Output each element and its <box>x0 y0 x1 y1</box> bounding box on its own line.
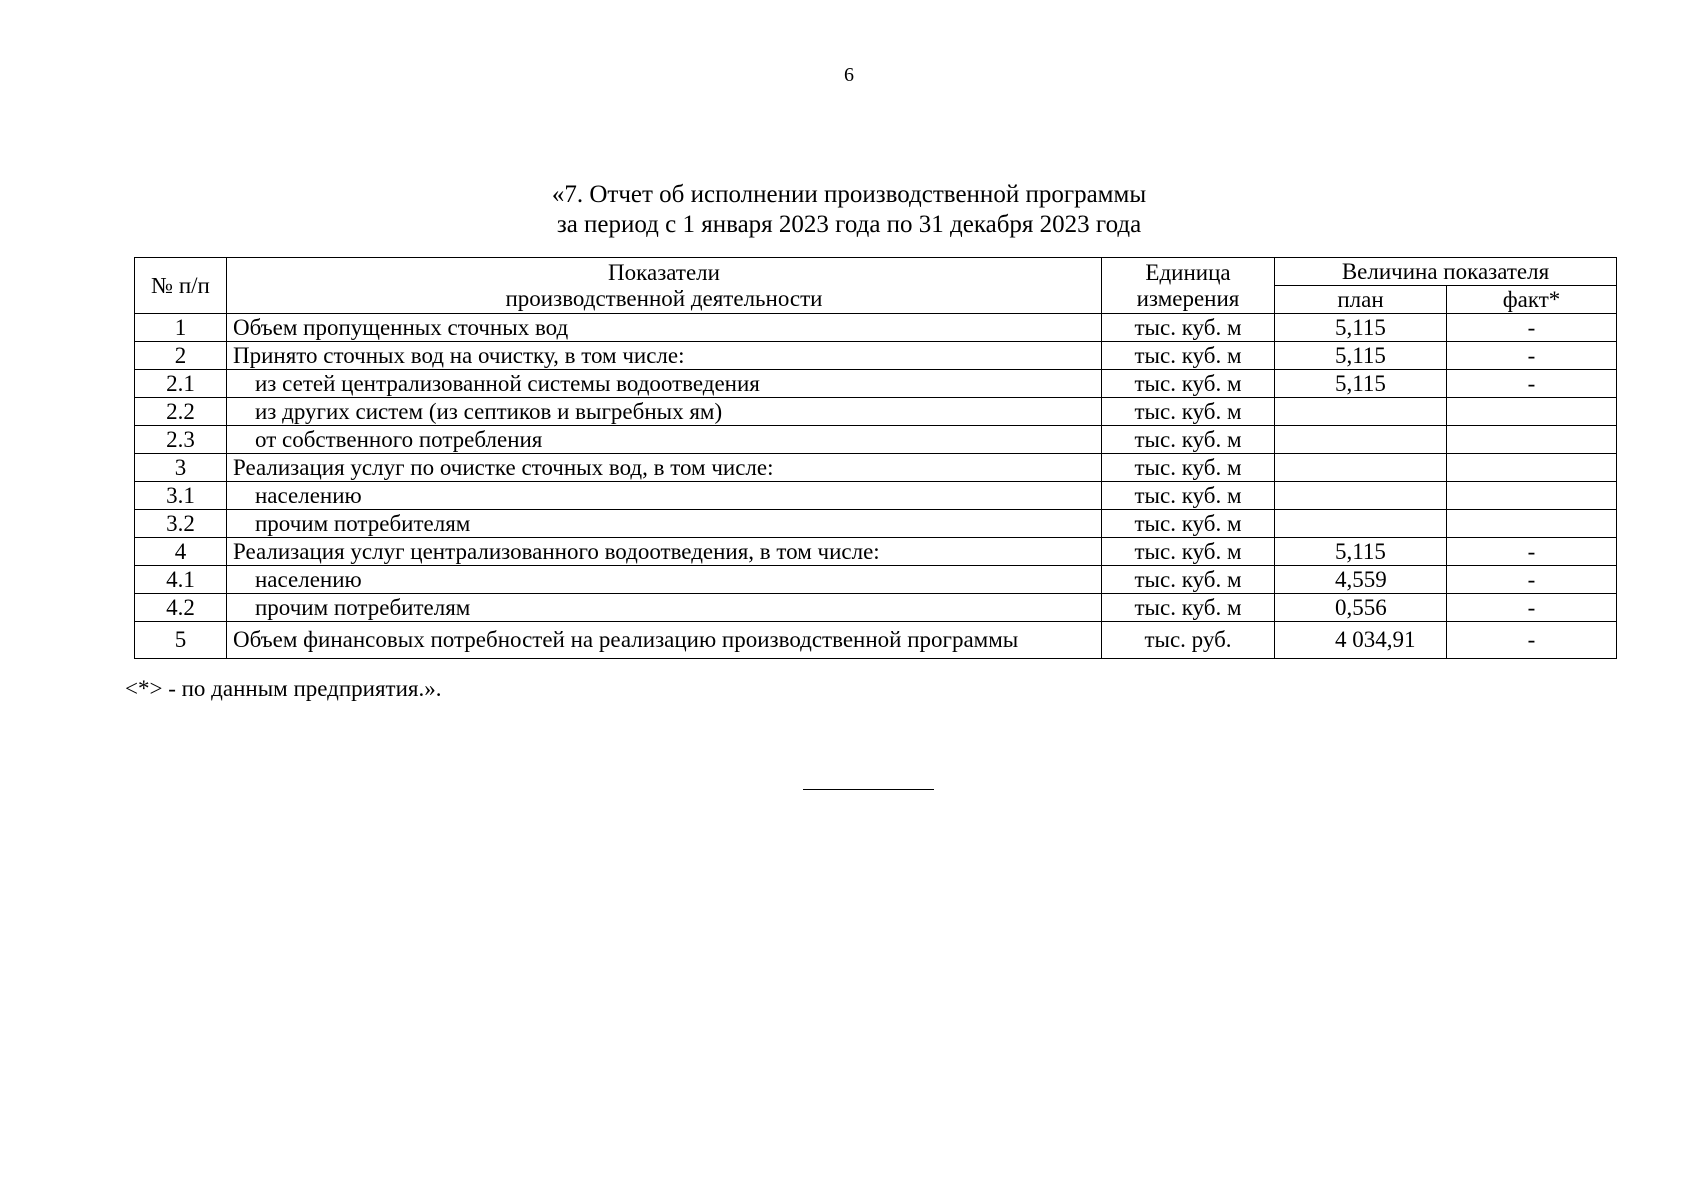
row-plan-value <box>1275 454 1447 482</box>
row-fact-value <box>1447 482 1617 510</box>
row-fact-value <box>1447 398 1617 426</box>
row-fact-value: - <box>1447 594 1617 622</box>
header-num: № п/п <box>135 258 227 314</box>
table-row <box>135 454 1617 482</box>
row-fact-value: - <box>1447 342 1617 370</box>
row-number: 4.2 <box>135 594 227 622</box>
row-fact-value: - <box>1447 622 1617 659</box>
row-indicator: Реализация услуг по очистке сточных вод, в том числе: <box>227 454 1102 482</box>
title-line-1: «7. Отчет об исполнении производственной программы <box>551 181 1147 208</box>
row-fact-value <box>1447 510 1617 538</box>
table-body <box>135 314 1617 659</box>
row-unit: тыс. куб. м <box>1102 566 1275 594</box>
table-row <box>135 370 1617 398</box>
row-number: 2 <box>135 342 227 370</box>
table-row <box>135 622 1617 659</box>
table-row <box>135 566 1617 594</box>
row-fact-value: - <box>1447 370 1617 398</box>
row-indicator: Объем пропущенных сточных вод <box>227 314 1102 342</box>
row-indicator: из сетей централизованной системы водоотведения <box>227 370 1102 398</box>
row-indicator: прочим потребителям <box>227 594 1102 622</box>
row-plan-value <box>1275 482 1447 510</box>
row-plan-value <box>1275 426 1447 454</box>
row-unit: тыс. куб. м <box>1102 454 1275 482</box>
row-number: 5 <box>135 622 227 659</box>
table-row <box>135 398 1617 426</box>
row-plan-value: 5,115 <box>1275 370 1447 398</box>
footnote: <*> - по данным предприятия.». <box>125 676 442 701</box>
row-number: 2.3 <box>135 426 227 454</box>
row-unit: тыс. куб. м <box>1102 314 1275 342</box>
row-number: 2.2 <box>135 398 227 426</box>
header-indicators-line-2: производственной деятельности <box>505 285 823 311</box>
table-row <box>135 426 1617 454</box>
row-fact-value: - <box>1447 566 1617 594</box>
production-program-table <box>134 257 1617 659</box>
row-unit: тыс. куб. м <box>1102 482 1275 510</box>
title-line-2: за период с 1 января 2023 года по 31 декабря 2023 года <box>556 211 1142 238</box>
row-fact-value <box>1447 426 1617 454</box>
row-number: 3.2 <box>135 510 227 538</box>
report-title <box>0 180 1698 240</box>
row-indicator: Объем финансовых потребностей на реализацию производственной программы <box>227 622 1102 659</box>
row-plan-value: 5,115 <box>1275 538 1447 566</box>
end-divider-line <box>803 789 934 790</box>
row-plan-value <box>1275 398 1447 426</box>
row-fact-value: - <box>1447 538 1617 566</box>
header-indicators-line-1: Показатели <box>608 259 720 285</box>
row-indicator: от собственного потребления <box>227 426 1102 454</box>
row-unit: тыс. куб. м <box>1102 398 1275 426</box>
row-plan-value: 4,559 <box>1275 566 1447 594</box>
row-indicator: прочим потребителям <box>227 510 1102 538</box>
row-fact-value <box>1447 454 1617 482</box>
row-plan-value: 5,115 <box>1275 314 1447 342</box>
row-plan-value: 5,115 <box>1275 342 1447 370</box>
table-row <box>135 538 1617 566</box>
row-number: 2.1 <box>135 370 227 398</box>
row-unit: тыс. куб. м <box>1102 538 1275 566</box>
row-plan-value <box>1275 510 1447 538</box>
row-indicator: населению <box>227 482 1102 510</box>
row-indicator: населению <box>227 566 1102 594</box>
table-row <box>135 314 1617 342</box>
header-unit <box>1102 258 1275 314</box>
header-unit-line-2: измерения <box>1136 285 1240 311</box>
row-plan-value: 4 034,91 <box>1275 622 1447 659</box>
row-indicator: из других систем (из септиков и выгребных ям) <box>227 398 1102 426</box>
header-unit-line-1: Единица <box>1145 259 1231 285</box>
row-unit: тыс. куб. м <box>1102 426 1275 454</box>
row-unit: тыс. куб. м <box>1102 370 1275 398</box>
row-indicator: Реализация услуг централизованного водоотведения, в том числе: <box>227 538 1102 566</box>
row-unit: тыс. руб. <box>1102 622 1275 659</box>
row-plan-value: 0,556 <box>1275 594 1447 622</box>
row-number: 3 <box>135 454 227 482</box>
row-fact-value: - <box>1447 314 1617 342</box>
row-unit: тыс. куб. м <box>1102 342 1275 370</box>
row-indicator: Принято сточных вод на очистку, в том числе: <box>227 342 1102 370</box>
row-number: 4 <box>135 538 227 566</box>
table-row <box>135 342 1617 370</box>
header-plan: план <box>1275 286 1447 314</box>
row-unit: тыс. куб. м <box>1102 594 1275 622</box>
row-unit: тыс. куб. м <box>1102 510 1275 538</box>
header-fact: факт* <box>1447 286 1617 314</box>
row-number: 1 <box>135 314 227 342</box>
header-indicators <box>227 258 1102 314</box>
header-value-group: Величина показателя <box>1275 258 1617 286</box>
table-row <box>135 594 1617 622</box>
table-row <box>135 482 1617 510</box>
page-number: 6 <box>844 64 854 86</box>
row-number: 3.1 <box>135 482 227 510</box>
row-number: 4.1 <box>135 566 227 594</box>
table-row <box>135 510 1617 538</box>
